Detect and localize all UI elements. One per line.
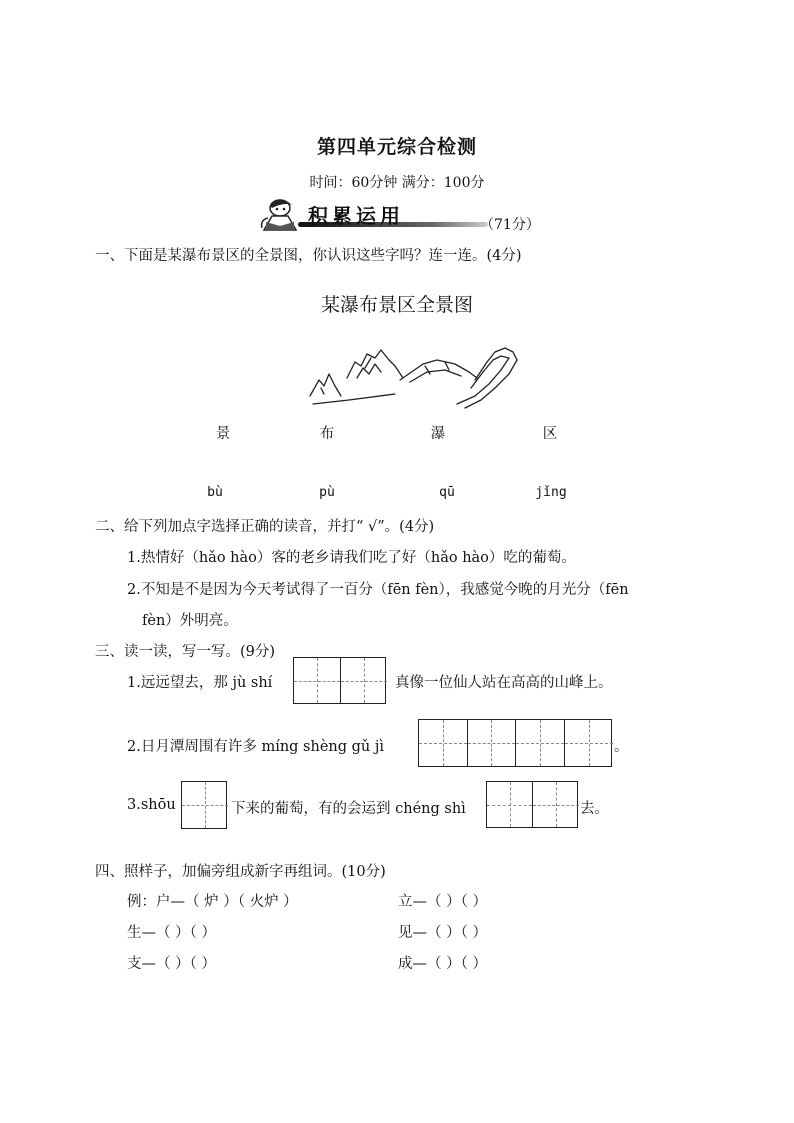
writing-grid-chengshi[interactable]	[486, 781, 578, 828]
char-qu[interactable]: 区	[542, 426, 558, 442]
page-title: 第四单元综合检测	[316, 136, 477, 158]
pinyin-pu[interactable]: pù	[319, 485, 335, 500]
grid-cell[interactable]	[516, 720, 565, 766]
banner-label: 积累运用	[308, 204, 404, 228]
grid-cell[interactable]	[533, 782, 579, 827]
grid-cell[interactable]	[565, 720, 614, 766]
q3-sentence-2-before: 2.日月潭周围有许多 míng shèng gǔ jì	[127, 739, 385, 755]
grid-cell[interactable]	[182, 782, 228, 828]
q3-sentence-1-after: 真像一位仙人站在高高的山峰上。	[395, 675, 613, 691]
q4-item-li[interactable]: 立—（ ）（ ）	[398, 894, 487, 910]
question-2-line-1[interactable]: 1.热情好（hǎo hào）客的老乡请我们吃了好（hǎo hào）吃的葡萄。	[127, 550, 576, 566]
question-1-prompt: 一、下面是某瀑布景区的全景图，你认识这些字吗？连一连。(4分)	[95, 248, 522, 264]
pinyin-bu[interactable]: bù	[207, 485, 223, 500]
pinyin-jing[interactable]: jǐng	[535, 485, 567, 500]
reading-child-icon	[258, 196, 306, 234]
char-pu[interactable]: 瀑	[430, 426, 446, 442]
q3-sentence-1-before: 1.远远望去，那 jù shí	[127, 675, 273, 691]
question-2-prompt: 二、给下列加点字选择正确的读音，并打“ √”。(4分)	[95, 519, 435, 535]
q3-sentence-3-mid: 下来的葡萄，有的会运到 chéng shì	[231, 801, 466, 817]
grid-cell[interactable]	[341, 658, 388, 703]
question-2-line-2[interactable]: 2.不知是不是因为今天考试得了一百分（fēn fèn），我感觉今晚的月光分（fēn	[127, 582, 629, 598]
q3-sentence-3-before: 3.shōu	[127, 797, 176, 813]
q3-sentence-3-after: 去。	[580, 801, 609, 817]
char-jing[interactable]: 景	[215, 426, 231, 442]
exam-info: 时间：60分钟 满分：100分	[309, 175, 485, 191]
map-title: 某瀑布景区全景图	[320, 294, 473, 316]
q4-item-cheng[interactable]: 成—（ ）（ ）	[398, 956, 487, 972]
mountain-waterfall-sketch	[305, 338, 535, 413]
pinyin-qu[interactable]: qū	[439, 485, 455, 500]
grid-cell[interactable]	[487, 782, 533, 827]
writing-grid-mingshenggujijia[interactable]	[418, 719, 612, 767]
grid-cell[interactable]	[294, 658, 341, 703]
q4-item-sheng[interactable]: 生—（ ）（ ）	[127, 925, 216, 941]
q4-item-jian[interactable]: 见—（ ）（ ）	[398, 925, 487, 941]
question-3-prompt: 三、读一读，写一写。(9分)	[95, 644, 276, 660]
section-score: （71分）	[480, 217, 540, 233]
section-banner	[258, 196, 488, 234]
grid-cell[interactable]	[419, 720, 468, 766]
question-4-prompt: 四、照样子，加偏旁组成新字再组词。(10分)	[95, 864, 386, 880]
q4-item-zhi[interactable]: 支—（ ）（ ）	[127, 956, 216, 972]
writing-grid-shou[interactable]	[181, 781, 227, 829]
question-2-line-3[interactable]: fèn）外明亮。	[142, 613, 238, 629]
char-bu[interactable]: 布	[319, 426, 335, 442]
grid-cell[interactable]	[468, 720, 517, 766]
q4-example: 例：户—（ 炉 ）（ 火炉 ）	[127, 894, 298, 910]
writing-grid-jushi[interactable]	[293, 657, 386, 704]
q3-sentence-2-after: 。	[614, 739, 629, 755]
